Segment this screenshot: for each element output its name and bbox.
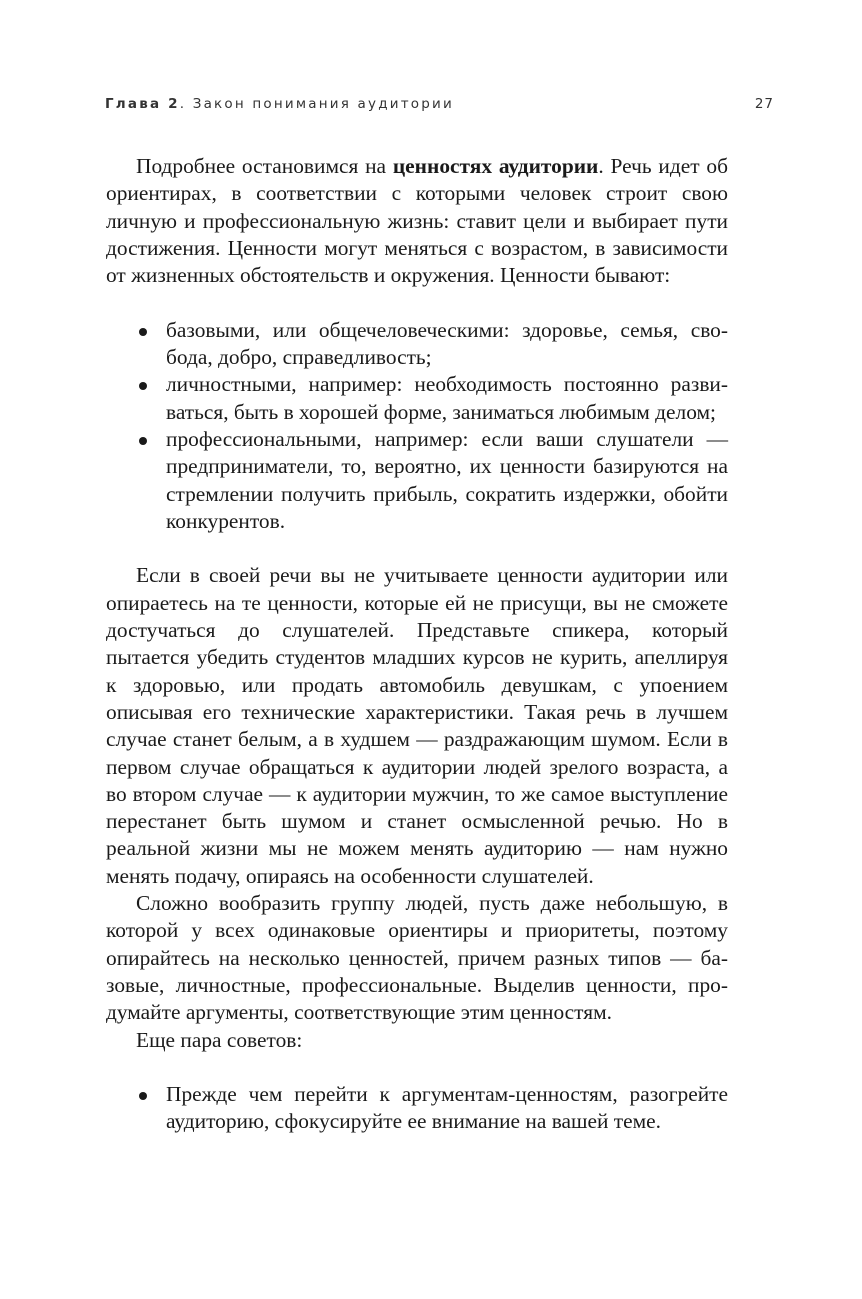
- intro-lead: Подробнее остановимся на: [136, 154, 393, 178]
- list-item: [106, 317, 728, 372]
- list-item-text: базовыми, или общечеловеческими: здоровье, семья, свобода, добро, справедливость;: [166, 317, 728, 370]
- list-item: [106, 1081, 728, 1136]
- chapter-heading: [105, 96, 454, 112]
- bullet-icon: [139, 328, 147, 336]
- list-item-text: личностными, например: необходимость постоянно развиваться, быть в хорошей форме, заниматься любимым делом;: [166, 372, 728, 424]
- tips-list: [106, 1081, 728, 1136]
- spacer: [106, 289, 728, 316]
- running-header: [105, 96, 774, 116]
- body-paragraph: Сложно вообразить группу людей, пусть даже небольшую, в которой у всех одинаковые ориентиры и приоритеты, поэтому опирайтесь на несколько ценностей, причем разных типов — базовые, личностные, профессиональные. Выделив ценности, продумайте аргументы, соответствующие этим ценностям.: [106, 891, 728, 1025]
- page-number: 27: [754, 96, 774, 112]
- chapter-label: Глава 2: [105, 96, 180, 112]
- list-item: [106, 371, 728, 426]
- spacer: [106, 1054, 728, 1081]
- body-paragraph: Еще пара советов:: [136, 1027, 303, 1052]
- body-paragraph: Если в своей речи вы не учитываете ценности аудитории или опираетесь на те ценности, которые ей не присущи, вы не сможете достучаться до слушателей. Представьте спикера, который пытается убедить студентов младших курсов не курить, апеллируя к здоровью, или продать автомобиль девушкам, с упоением описывая его технические характеристики. Такая речь в лучшем случае станет белым, а в худшем — раздражающим шумом. Если в первом случае обращаться к аудитории людей зрелого возраста, а во втором случае — к аудитории мужчин, то же самое выступление перестанет быть шумом и станет осмысленной речью. Но в реальной жизни мы не можем менять аудиторию — нам нужно менять подачу, опираясь на особенности слушателей.: [106, 563, 728, 888]
- bullet-icon: [139, 382, 147, 390]
- intro-bold-term: ценностях аудитории: [392, 154, 599, 178]
- list-item-text: Прежде чем перейти к аргументам-ценностям, разогрейте аудиторию, сфокусируйте ее внимание на вашей теме.: [166, 1082, 728, 1134]
- spacer: [106, 535, 728, 562]
- bullet-icon: [139, 437, 147, 445]
- values-list: [106, 317, 728, 535]
- intro-paragraph: [106, 153, 728, 289]
- list-item-text: профессиональными, например: если ваши слушатели — предприниматели, то, вероятно, их ценности базируются на стремлении получить прибыль, сократить издержки, обойти конкурентов.: [166, 426, 728, 533]
- list-item: [106, 426, 728, 535]
- chapter-title: . Закон понимания аудитории: [179, 96, 454, 112]
- intro-rest: . Речь идет об ориентирах, в соответствии с которыми человек строит свою личную и профессиональную жизнь: ставит цели и выбирает пути достижения. Ценности могут меняться с возрастом, в зависимости от жизненных обстоятельств и окружения. Ценности бывают:: [106, 154, 728, 288]
- page-body: [106, 153, 728, 1136]
- bullet-icon: [139, 1092, 147, 1100]
